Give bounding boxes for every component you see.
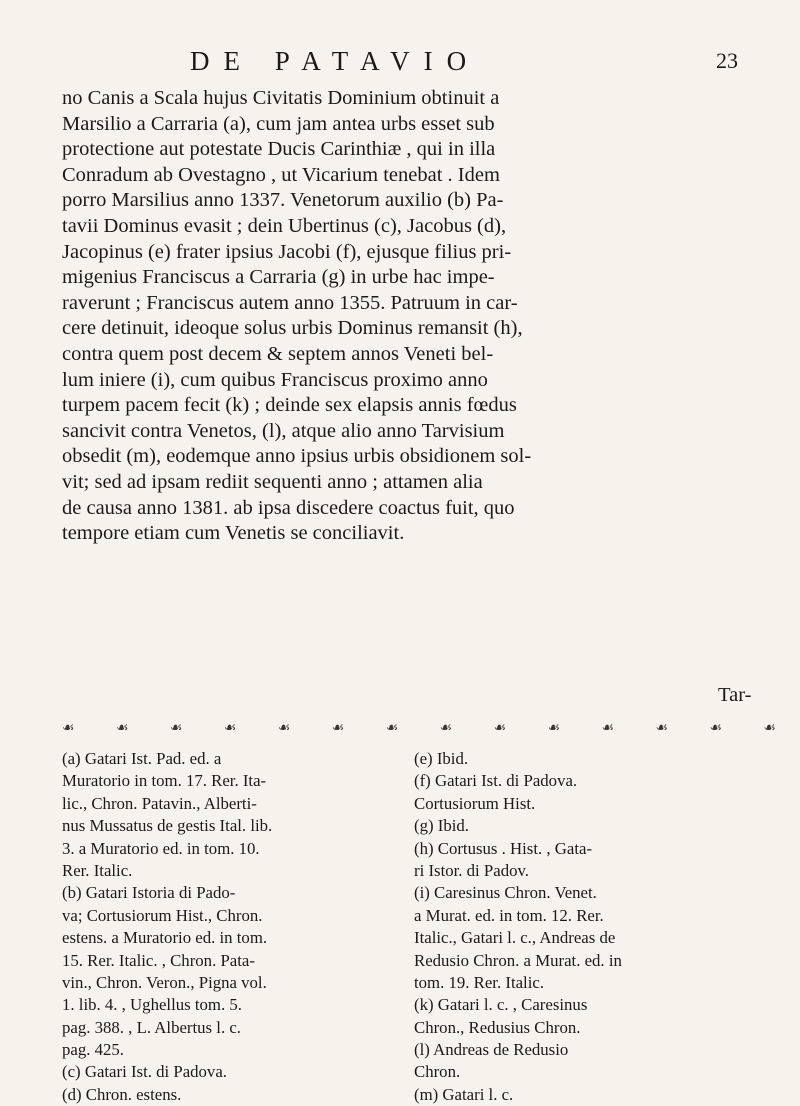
footnote-line: va; Cortusiorum Hist., Chron.	[62, 905, 263, 925]
ornament-glyph: ☙	[385, 721, 399, 736]
text-line: no Canis a Scala hujus Civitatis Dominium obtinuit a	[62, 87, 500, 109]
footnotes-left-column	[62, 748, 402, 1106]
text-line: migenius Franciscus a Carraria (g) in urbe hac impe-	[62, 266, 495, 289]
footnote-line: (m) Gatari l. c.	[414, 1084, 514, 1104]
text-line: Jacopinus (e) frater ipsius Jacobi (f), ejusque filius pri-	[62, 240, 512, 263]
text-line: Marsilio a Carraria (a), cum jam antea urbs esset sub	[62, 112, 495, 135]
catchword: Tar-	[718, 684, 752, 706]
ornament-glyph: ☙	[601, 721, 615, 736]
footnote-line: Italic., Gatari l. c., Andreas de	[414, 928, 616, 948]
footnote-line: ri Istor. di Padov.	[414, 860, 529, 880]
running-head	[0, 44, 800, 78]
ornament-glyph: ☙	[547, 721, 561, 736]
text-line: vit; sed ad ipsam rediit sequenti anno ; attamen alia	[62, 470, 483, 493]
footnote-line: vin., Chron. Veron., Pigna vol.	[62, 972, 267, 992]
footnote-line: (f) Gatari Ist. di Padova.	[414, 771, 578, 791]
footnote-line: (e) Ibid.	[414, 749, 469, 768]
ornament-glyph: ☙	[493, 721, 507, 736]
text-line: contra quem post decem & septem annos Veneti bel-	[62, 342, 494, 365]
footnote-line: lic., Chron. Patavin., Alberti-	[62, 793, 257, 813]
text-line: obsedit (m), eodemque anno ipsius urbis obsidionem sol-	[62, 445, 532, 468]
ornament-glyph: ☙	[223, 721, 237, 736]
footnote-line: 15. Rer. Italic. , Chron. Pata-	[62, 950, 255, 970]
footnote-line: estens. a Muratorio ed. in tom.	[62, 928, 268, 948]
footnote-line: (b) Gatari Istoria di Pado-	[62, 883, 236, 903]
text-line: tempore etiam cum Venetis se conciliavit.	[62, 522, 405, 545]
footnote-line: (h) Cortusus . Hist. , Gata-	[414, 838, 593, 858]
footnote-line: Chron., Redusius Chron.	[414, 1017, 581, 1037]
running-title: DE PATAVIO	[190, 46, 481, 76]
footnote-line: (c) Gatari Ist. di Padova.	[62, 1062, 227, 1082]
text-line: sancivit contra Venetos, (l), atque alio anno Tarvisium	[62, 419, 505, 442]
footnote-line: Rer. Italic.	[62, 860, 133, 880]
ornament-glyph: ☙	[62, 721, 75, 736]
footnote-line: (k) Gatari l. c. , Caresinus	[414, 995, 588, 1015]
footnote-line: 3. a Muratorio ed. in tom. 10.	[62, 838, 260, 858]
footnote-line: 1. lib. 4. , Ughellus tom. 5.	[62, 995, 242, 1015]
footnote-line: pag. 388. , L. Albertus l. c.	[62, 1017, 241, 1037]
footnote-line: (a) Gatari Ist. Pad. ed. a	[62, 749, 222, 768]
page-number: 23	[716, 48, 738, 73]
text-line: porro Marsilius anno 1337. Venetorum auxilio (b) Pa-	[62, 189, 504, 212]
ornament-glyph: ☙	[439, 721, 453, 736]
footnote-line: (g) Ibid.	[414, 816, 469, 836]
ornament-divider	[62, 720, 776, 738]
footnote-line: (i) Caresinus Chron. Venet.	[414, 883, 597, 903]
text-line: protectione aut potestate Ducis Carinthiæ , qui in illa	[62, 138, 496, 161]
ornament-glyph: ☙	[709, 721, 722, 736]
footnotes-right-column	[414, 748, 774, 1106]
text-line: lum iniere (i), cum quibus Franciscus proximo anno	[62, 368, 488, 391]
text-line: Conradum ab Ovestagno , ut Vicarium tenebat . Idem	[62, 163, 500, 186]
footnote-line: nus Mussatus de gestis Ital. lib.	[62, 816, 273, 836]
footnote-line: Cortusiorum Hist.	[414, 793, 536, 813]
ornament-glyph: ☙	[763, 721, 776, 736]
text-line: raverunt ; Franciscus autem anno 1355. Patruum in car-	[62, 291, 518, 314]
text-line: de causa anno 1381. ab ipsa discedere coactus fuit, quo	[62, 496, 515, 519]
footnote-line: (d) Chron. estens.	[62, 1084, 182, 1104]
ornament-glyph: ☙	[115, 721, 129, 736]
text-line: tavii Dominus evasit ; dein Ubertinus (c), Jacobus (d),	[62, 214, 507, 237]
footnote-line: tom. 19. Rer. Italic.	[414, 972, 545, 992]
ornament-glyph: ☙	[277, 721, 291, 736]
footnote-line: (l) Andreas de Redusio	[414, 1040, 569, 1060]
footnote-line: a Murat. ed. in tom. 12. Rer.	[414, 905, 604, 925]
footnote-line: Muratorio in tom. 17. Rer. Ita-	[62, 771, 267, 791]
text-line: cere detinuit, ideoque solus urbis Dominus remansit (h),	[62, 317, 523, 340]
main-text	[62, 86, 774, 547]
ornament-glyph: ☙	[331, 721, 345, 736]
text-line: turpem pacem fecit (k) ; deinde sex elapsis annis fœdus	[62, 394, 517, 417]
footnote-line: Chron.	[414, 1062, 461, 1082]
footnote-line: pag. 425.	[62, 1040, 124, 1060]
ornament-glyph: ☙	[169, 721, 183, 736]
footnote-line: Redusio Chron. a Murat. ed. in	[414, 950, 622, 970]
ornament-glyph: ☙	[655, 721, 669, 736]
